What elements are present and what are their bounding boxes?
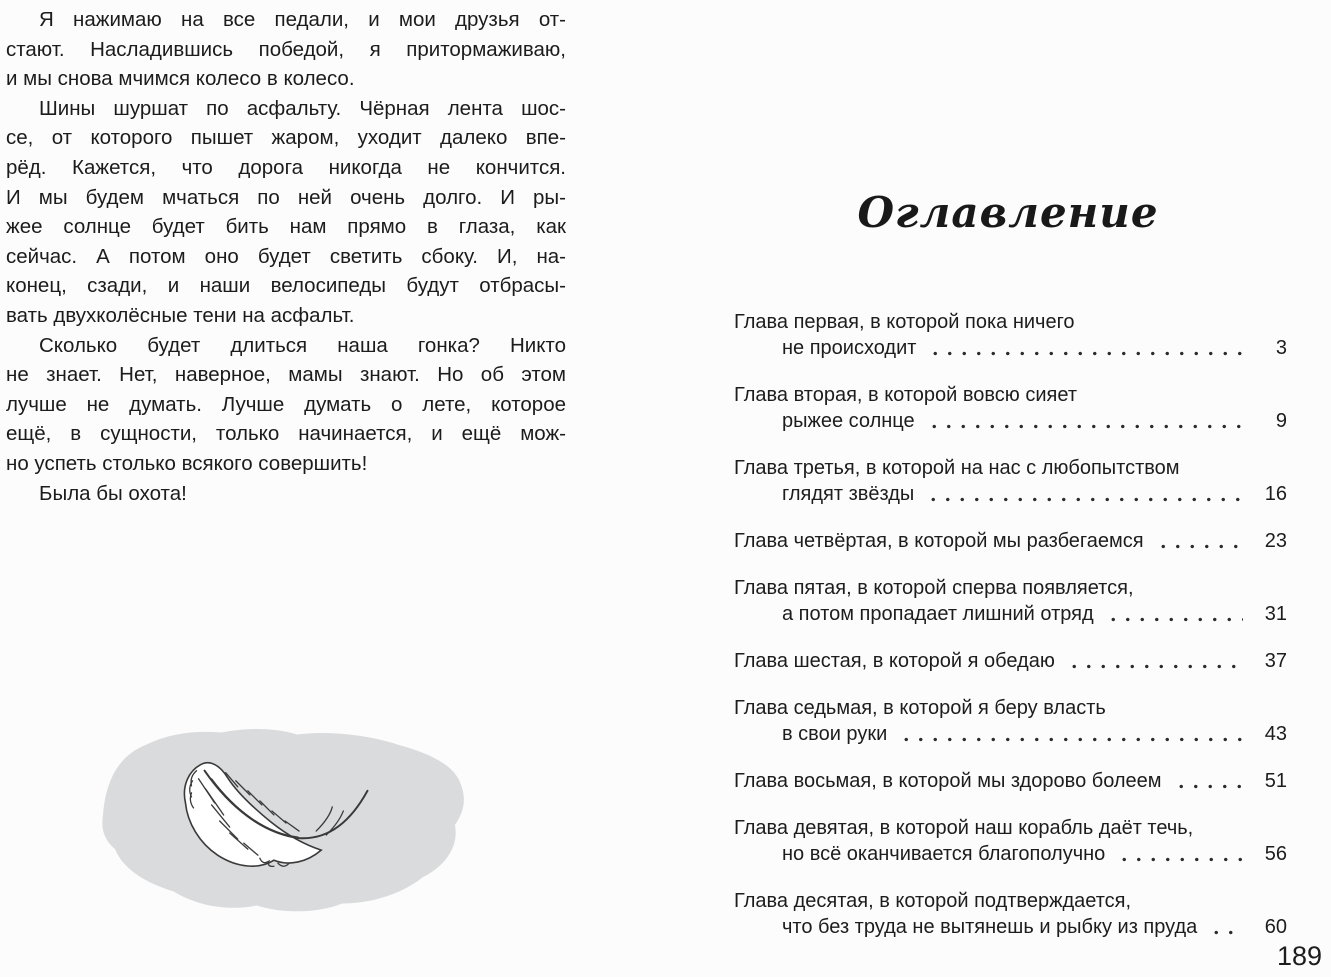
toc-chapter-title: Глава первая, в которой пока ничего bbox=[734, 311, 1075, 333]
toc-entry-line bbox=[734, 914, 1287, 940]
toc-entry-line bbox=[734, 695, 1287, 721]
toc-entry-line bbox=[734, 309, 1287, 335]
story-line: Шины шуршат по асфальту. Чёрная лента шос- bbox=[39, 96, 566, 120]
table-of-contents bbox=[734, 309, 1287, 961]
toc-page-number: 60 bbox=[1264, 916, 1287, 938]
toc-entry-line bbox=[734, 481, 1287, 507]
toc-entry bbox=[734, 648, 1287, 674]
story-line: рёд. Кажется, что дорога никогда не кончится. bbox=[6, 155, 566, 179]
toc-entry bbox=[734, 888, 1287, 940]
toc-entry bbox=[734, 528, 1287, 554]
toc-chapter-title: Глава пятая, в которой сперва появляется, bbox=[734, 577, 1134, 599]
toc-entry bbox=[734, 455, 1287, 507]
toc-chapter-title: Глава девятая, в которой наш корабль даёт течь, bbox=[734, 817, 1194, 839]
story-text bbox=[6, 5, 566, 508]
toc-page-number: 56 bbox=[1264, 843, 1287, 865]
toc-entry-line bbox=[734, 841, 1287, 867]
dot-leader bbox=[1174, 768, 1243, 794]
toc-entry bbox=[734, 768, 1287, 794]
toc-page-number: 3 bbox=[1275, 337, 1287, 359]
dot-leader bbox=[1106, 601, 1243, 627]
toc-entry-line bbox=[734, 721, 1287, 747]
toc-chapter-title: но всё оканчивается благополучно bbox=[782, 843, 1106, 865]
story-line: конец, сзади, и наши велосипеды будут отбрасы- bbox=[6, 274, 566, 298]
dot-leader bbox=[928, 335, 1243, 361]
toc-chapter-title: Глава шестая, в которой я обедаю bbox=[734, 650, 1055, 672]
toc-page-number: 9 bbox=[1275, 410, 1287, 432]
toc-chapter-title: Глава десятая, в которой подтверждается, bbox=[734, 890, 1132, 912]
feather-illustration bbox=[101, 725, 465, 919]
toc-entry bbox=[734, 695, 1287, 747]
page-number: 189 bbox=[1276, 941, 1322, 971]
story-line: И мы будем мчаться по ней очень долго. И ры- bbox=[6, 185, 566, 209]
story-line: се, от которого пышет жаром, уходит далеко впе- bbox=[6, 126, 566, 150]
dot-leader bbox=[926, 481, 1243, 507]
toc-entry-line bbox=[734, 648, 1287, 674]
toc-page-number: 43 bbox=[1264, 723, 1287, 745]
toc-entry-line bbox=[734, 455, 1287, 481]
toc-entry-line bbox=[734, 528, 1287, 554]
toc-entry bbox=[734, 815, 1287, 867]
dot-leader bbox=[1067, 648, 1243, 674]
toc-entry bbox=[734, 575, 1287, 627]
dot-leader bbox=[899, 721, 1243, 747]
toc-chapter-title: а потом пропадает лишний отряд bbox=[782, 603, 1094, 625]
toc-chapter-title: что без труда не вытянешь и рыбку из пруда bbox=[782, 916, 1198, 938]
dot-leader bbox=[1209, 914, 1243, 940]
dot-leader bbox=[927, 408, 1243, 434]
story-line: и мы снова мчимся колесо в колесо. bbox=[6, 67, 355, 91]
story-line: ещё, в сущности, только начинается, и ещё мож- bbox=[6, 422, 566, 446]
story-line: но успеть столько всякого совершить! bbox=[6, 451, 368, 475]
story-line: Сколько будет длиться наша гонка? Никто bbox=[39, 333, 566, 357]
toc-page-number: 16 bbox=[1264, 483, 1287, 505]
toc-entry bbox=[734, 382, 1287, 434]
toc-entry-line bbox=[734, 382, 1287, 408]
toc-page-number: 31 bbox=[1264, 603, 1287, 625]
toc-chapter-title: глядят звёзды bbox=[782, 483, 915, 505]
toc-entry-line bbox=[734, 335, 1287, 361]
toc-entry-line bbox=[734, 768, 1287, 794]
story-line: не знает. Нет, наверное, мамы знают. Но об этом bbox=[6, 363, 566, 387]
dot-leader bbox=[1156, 528, 1243, 554]
toc-chapter-title: рыжее солнце bbox=[782, 410, 915, 432]
toc-chapter-title: Глава вторая, в которой вовсю сияет bbox=[734, 384, 1077, 406]
story-line: вать двухколёсные тени на асфальт. bbox=[6, 303, 355, 327]
toc-chapter-title: не происходит bbox=[782, 337, 917, 359]
story-line: жее солнце будет бить нам прямо в глаза, как bbox=[6, 215, 566, 239]
toc-page-number: 23 bbox=[1264, 530, 1287, 552]
toc-chapter-title: Глава восьмая, в которой мы здорово болеем bbox=[734, 770, 1162, 792]
toc-entry-line bbox=[734, 815, 1287, 841]
toc-entry-line bbox=[734, 575, 1287, 601]
dot-leader bbox=[1117, 841, 1243, 867]
story-line: Была бы охота! bbox=[39, 481, 187, 505]
toc-chapter-title: Глава седьмая, в которой я беру власть bbox=[734, 697, 1106, 719]
toc-chapter-title: в свои руки bbox=[782, 723, 888, 745]
story-line: сейчас. А потом оно будет светить сбоку. И, на- bbox=[6, 244, 566, 268]
toc-entry-line bbox=[734, 601, 1287, 627]
toc-entry bbox=[734, 309, 1287, 361]
toc-title: Оглавление bbox=[857, 188, 1159, 237]
toc-entry-line bbox=[734, 888, 1287, 914]
story-line: Я нажимаю на все педали, и мои друзья от- bbox=[39, 8, 566, 31]
toc-page-number: 51 bbox=[1264, 770, 1287, 792]
toc-chapter-title: Глава четвёртая, в которой мы разбегаемся bbox=[734, 530, 1144, 552]
toc-chapter-title: Глава третья, в которой на нас с любопытством bbox=[734, 457, 1180, 479]
toc-entry-line bbox=[734, 408, 1287, 434]
toc-page-number: 37 bbox=[1264, 650, 1287, 672]
story-line: лучше не думать. Лучше думать о лете, которое bbox=[6, 392, 566, 416]
story-line: стают. Насладившись победой, я притормаживаю, bbox=[6, 37, 566, 61]
